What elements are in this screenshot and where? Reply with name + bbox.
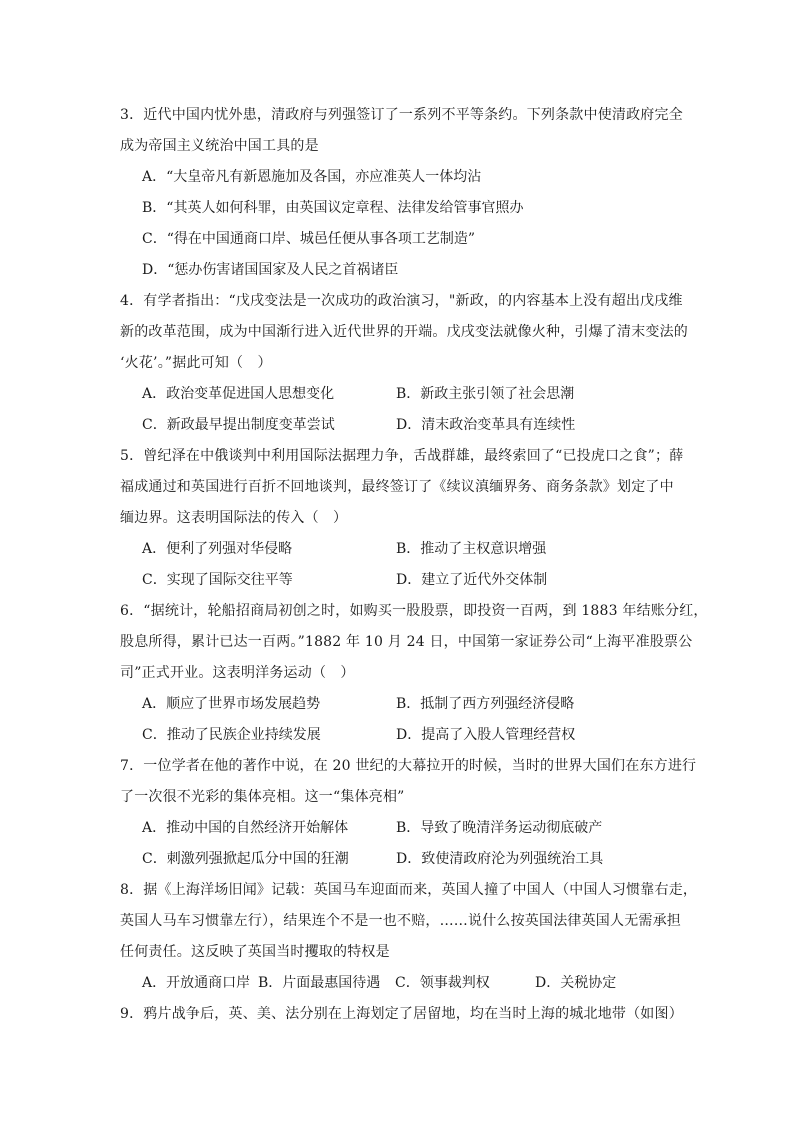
question-list [120, 100, 708, 1030]
question-3-option-d: D．“惩办伤害诸国国家及人民之首祸诸臣 [142, 262, 399, 278]
question-9-stem-line-1: 9．鸦片战争后，英、美、法分别在上海划定了居留地，均在当时上海的城北地带（如图） [120, 1006, 683, 1022]
question-4-options [120, 379, 680, 441]
question-6-option-c: C．推动了民族企业持续发展 [142, 727, 321, 743]
question-4-option-a: A．政治变革促进国人思想变化 [142, 386, 335, 402]
question-8 [120, 875, 698, 999]
question-7-option-d: D．致使清政府沦为列强统治工具 [396, 851, 604, 867]
question-5-option-b: B．推动了主权意识增强 [396, 541, 547, 557]
question-6-stem-line-3: 司”正式开业。这表明洋务运动（ ） [120, 665, 355, 681]
question-6-stem-line-1: 6．“据统计，轮船招商局初创之时，如购买一股股票，即投资一百两，到 1883 年结账分红， [120, 603, 708, 619]
question-3-stem-line-2: 成为帝国主义统治中国工具的是 [120, 138, 319, 154]
question-4-stem-line-3: ‘火花’。”据此可知（ ） [120, 355, 272, 371]
question-5-option-c: C．实现了国际交往平等 [142, 572, 293, 588]
question-8-stem-line-1: 8．据《上海洋场旧闻》记载：英国马车迎面而来，英国人撞了中国人（中国人习惯靠右走， [120, 882, 698, 898]
question-4 [120, 286, 688, 441]
question-6-option-b: B．抵制了西方列强经济侵略 [396, 696, 575, 712]
question-5-stem-line-3: 缅边界。这表明国际法的传入（ ） [120, 510, 348, 526]
question-7 [120, 751, 697, 875]
question-5 [120, 441, 684, 596]
question-3-option-a: A．“大皇帝凡有新恩施加及各国，亦应准英人一体均沾 [142, 169, 482, 185]
question-7-option-c: C．刺激列强掀起瓜分中国的狂潮 [142, 851, 349, 867]
question-4-option-d: D．清末政治变革具有连续性 [396, 417, 576, 433]
question-4-stem-line-1: 4．有学者指出：“戊戌变法是一次成功的政治演习，"新政，的内容基本上没有超出戊戌维 [120, 293, 683, 309]
question-5-option-a: A．便利了列强对华侵略 [142, 541, 293, 557]
question-8-option-b: B．片面最惠国待遇 [258, 975, 381, 991]
question-7-stem-line-1: 7．一位学者在他的著作中说，在 20 世纪的大幕拉开的时候，当时的世界大国们在东方进行 [120, 758, 697, 774]
question-8-options [120, 968, 680, 999]
question-7-options [120, 813, 680, 875]
question-8-option-c: C．领事裁判权 [395, 975, 490, 991]
question-5-options [120, 534, 680, 596]
question-4-option-c: C．新政最早提出制度变革尝试 [142, 417, 335, 433]
question-3 [120, 100, 683, 286]
question-8-option-a: A．开放通商口岸 [142, 975, 251, 991]
question-6-options [120, 689, 680, 751]
question-9 [120, 999, 683, 1030]
question-8-stem-line-2: 英国人马车习惯靠左行），结果连个不是一也不赔，……说什么按英国法律英国人无需承担 [120, 913, 681, 929]
question-7-stem-line-2: 了一次很不光彩的集体亮相。这一“集体亮相” [120, 789, 405, 805]
question-4-stem-line-2: 新的改革范围，成为中国渐行进入近代世界的开端。戊戌变法就像火种，引爆了清末变法的 [120, 324, 688, 340]
question-6-stem-line-2: 股息所得，累计已达一百两。”1882 年 10 月 24 日，中国第一家证券公司“上海平准股票公 [120, 634, 693, 650]
question-5-stem-line-2: 福成通过和英国进行百折不回地谈判，最终签订了《续议滇缅界务、商务条款》划定了中 [120, 479, 674, 495]
question-5-stem-line-1: 5．曾纪泽在中俄谈判中利用国际法据理力争，舌战群雄，最终索回了“已投虎口之食”；薛 [120, 448, 684, 464]
question-8-option-d: D．关税协定 [535, 975, 617, 991]
question-6-option-d: D．提高了入股人管理经营权 [396, 727, 576, 743]
question-7-option-b: B．导致了晚清洋务运动彻底破产 [396, 820, 603, 836]
question-3-stem-line-1: 3．近代中国内忧外患，清政府与列强签订了一系列不平等条约。下列条款中使清政府完全 [120, 107, 683, 123]
question-3-option-c: C．“得在中国通商口岸、城邑任便从事各项工艺制造” [142, 231, 476, 247]
question-5-option-d: D．建立了近代外交体制 [396, 572, 548, 588]
question-3-option-b: B．“其英人如何科罪，由英国议定章程、法律发给管事官照办 [142, 200, 524, 216]
question-4-option-b: B．新政主张引领了社会思潮 [396, 386, 575, 402]
question-6-option-a: A．顺应了世界市场发展趋势 [142, 696, 321, 712]
question-6 [120, 596, 708, 751]
question-7-option-a: A．推动中国的自然经济开始解体 [142, 820, 349, 836]
question-8-stem-line-3: 任何责任。这反映了英国当时攫取的特权是 [120, 944, 390, 960]
question-3-options [120, 162, 680, 286]
